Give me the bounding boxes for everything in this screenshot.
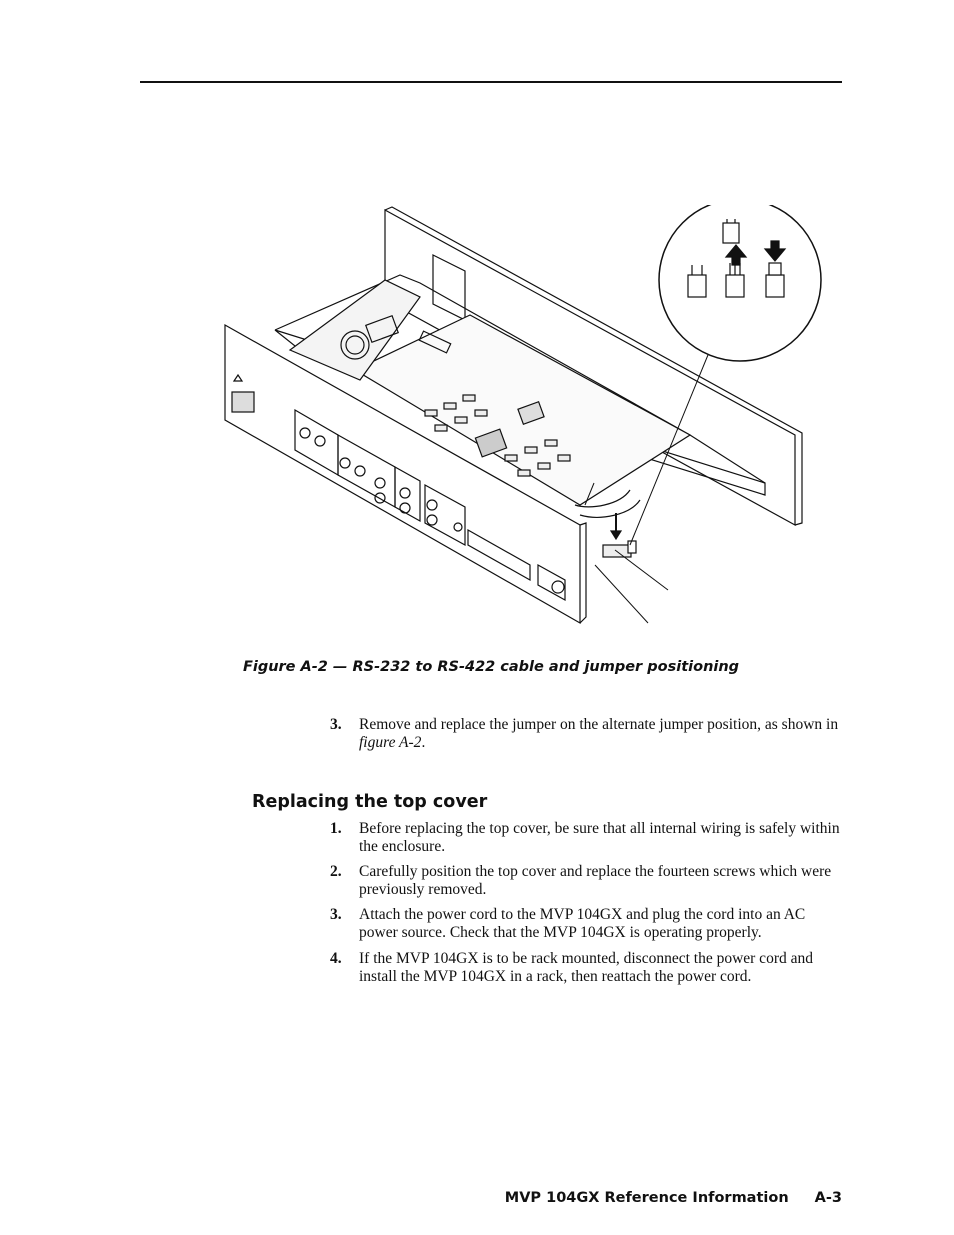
step-number: 1. [330,820,342,837]
step-text: Remove and replace the jumper on the alternate jumper position, as shown in [359,716,839,733]
step-text: Before replacing the top cover, be sure that all internal wiring is safely within the enclosure. [359,820,840,855]
section-heading: Replacing the top cover [252,792,488,812]
jumper-block-right [766,263,784,297]
header-rule [140,81,842,83]
step-number: 4. [330,950,342,967]
step-text: Attach the power cord to the MVP 104GX and plug the cord into an AC power source. Check that the MVP 104GX is operating properly. [359,906,806,941]
step-number: 2. [330,863,342,880]
step-text: Carefully position the top cover and replace the fourteen screws which were previously removed. [359,863,832,898]
figure-caption: Figure A-2 — RS-232 to RS-422 cable and jumper positioning [242,659,740,675]
list-item [330,863,840,899]
list-item [330,820,840,856]
step-text: If the MVP 104GX is to be rack mounted, disconnect the power cord and install the MVP 104GX in a rack, then reattach the power cord. [359,950,813,985]
page-number: A-3 [814,1190,842,1206]
figure-a2-illustration [220,205,830,635]
figure-reference: figure A-2 [359,734,422,751]
page-footer [500,1190,842,1206]
step-number: 3. [330,716,342,733]
footer-title: MVP 104GX Reference Information [504,1190,789,1206]
list-item: 3. Remove and replace the jumper on the alternate jumper position, as shown in figure A-2. [330,716,839,751]
step-number: 3. [330,906,342,923]
loose-jumper [723,223,739,243]
list-item [330,950,840,986]
list-item [330,906,840,942]
